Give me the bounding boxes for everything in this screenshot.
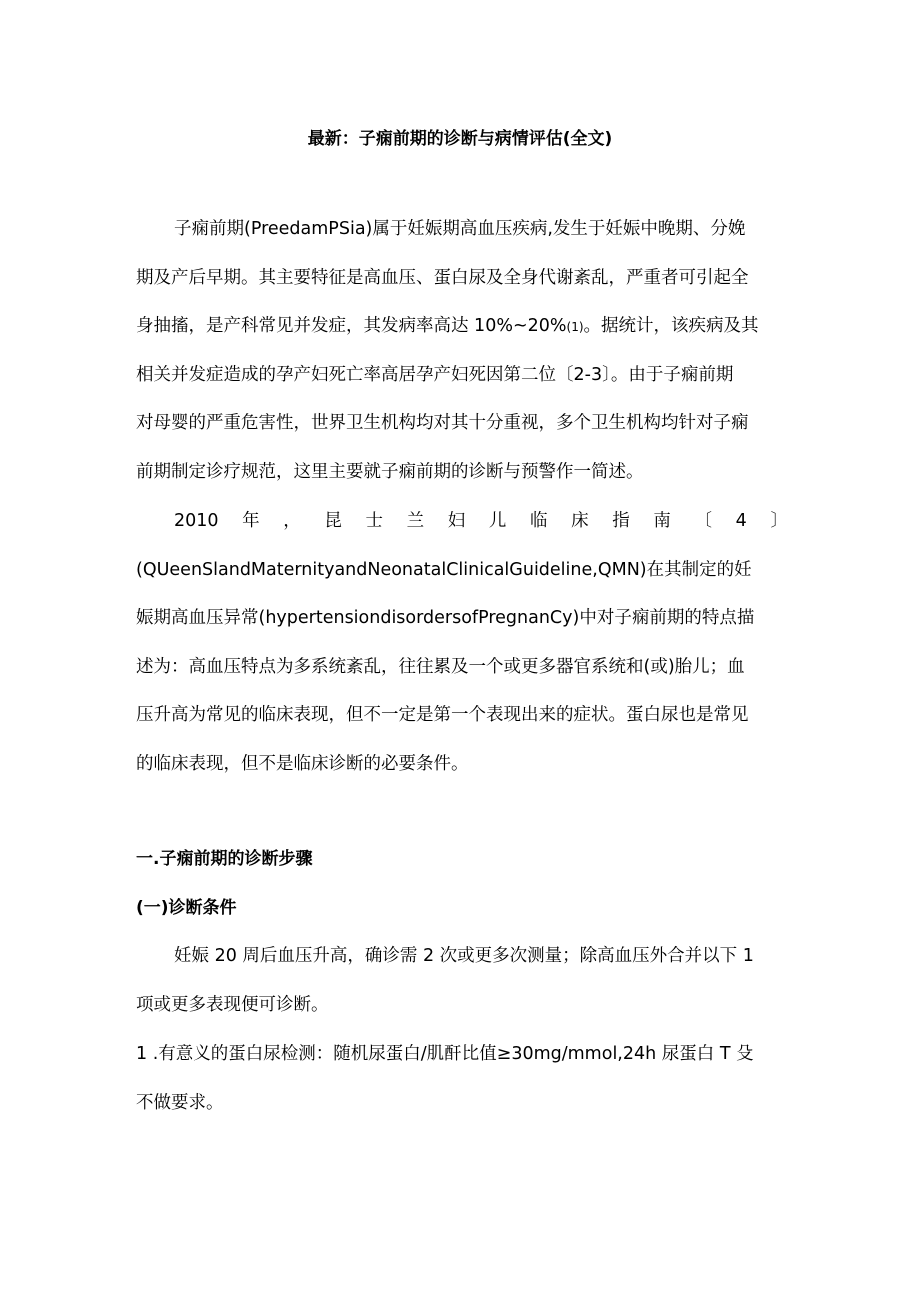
word: 床 <box>571 511 589 531</box>
text-line: 相关并发症造成的孕产妇死亡率高居孕产妇死因第二位〔2-3〕。由于子痫前期 <box>136 364 734 385</box>
intro-paragraph <box>136 205 788 496</box>
text-segment: 身抽搐，是产科常见并发症，其发病率高达 10%~20% <box>136 316 567 336</box>
text-line: (QUeenSlandMaternityandNeonatalClinicalGuideline,QMN)在其制定的妊 <box>136 559 752 580</box>
guideline-paragraph <box>136 497 788 788</box>
page-title: 最新：子痫前期的诊断与病情评估(全文) <box>307 129 613 149</box>
word: 指 <box>612 511 630 531</box>
word: 〔 <box>694 511 713 531</box>
word: 4 <box>735 511 747 531</box>
spread-line <box>136 497 788 546</box>
text-line: 的临床表现，但不是临床诊断的必要条件。 <box>136 753 469 774</box>
text-line: 妊娠 20 周后血压升高，确诊需 2 次或更多次测量；除高血压外合并以下 1 <box>174 946 754 966</box>
word: 昆 <box>324 511 342 531</box>
word: 2010 <box>174 511 219 531</box>
text-line: 压升高为常见的临床表现，但不一定是第一个表现出来的症状。蛋白尿也是常见 <box>136 705 749 725</box>
word: 妇 <box>447 511 466 531</box>
word: 士 <box>365 511 384 531</box>
word: 儿 <box>488 511 507 531</box>
text-line: 娠期高血压异常(hypertensiondisordersofPregnanCy)中对子痫前期的特点描 <box>136 608 755 628</box>
text-line: 项或更多表现便可诊断。 <box>136 994 329 1015</box>
subsection-heading: (一)诊断条件 <box>136 898 237 918</box>
reference-marker: (1) <box>566 320 584 334</box>
criteria-item-1 <box>136 1030 788 1127</box>
text-line: 子痫前期(PreedamPSia)属于妊娠期高血压疾病,发生于妊娠中晚期、分娩 <box>174 219 746 239</box>
word: 临 <box>530 511 548 531</box>
section-heading: 一.子痫前期的诊断步骤 <box>136 849 313 869</box>
text-line: 对母婴的严重危害性，世界卫生机构均对其十分重视，多个卫生机构均针对子痫 <box>136 413 749 433</box>
word: 兰 <box>406 511 425 531</box>
word: 年 <box>242 511 260 531</box>
criteria-paragraph <box>136 932 788 1029</box>
word: 南 <box>653 511 671 531</box>
text-line: 1 .有意义的蛋白尿检测：随机尿蛋白/肌酐比值≥30mg/mmol,24h 尿蛋白 T 殳 <box>136 1044 754 1064</box>
text-line: 不做要求。 <box>136 1092 224 1113</box>
word: 〕 <box>770 511 788 531</box>
text-line <box>136 302 788 351</box>
text-line: 述为：高血压特点为多系统紊乱，往往累及一个或更多器官系统和(或)胎儿；血 <box>136 656 745 677</box>
text-segment: 。据统计，该疾病及其 <box>583 316 759 336</box>
word: ， <box>283 511 301 531</box>
text-line: 前期制定诊疗规范，这里主要就子痫前期的诊断与预警作一简述。 <box>136 461 644 482</box>
text-line: 期及产后早期。其主要特征是高血压、蛋白尿及全身代谢紊乱，严重者可引起全 <box>136 267 749 288</box>
